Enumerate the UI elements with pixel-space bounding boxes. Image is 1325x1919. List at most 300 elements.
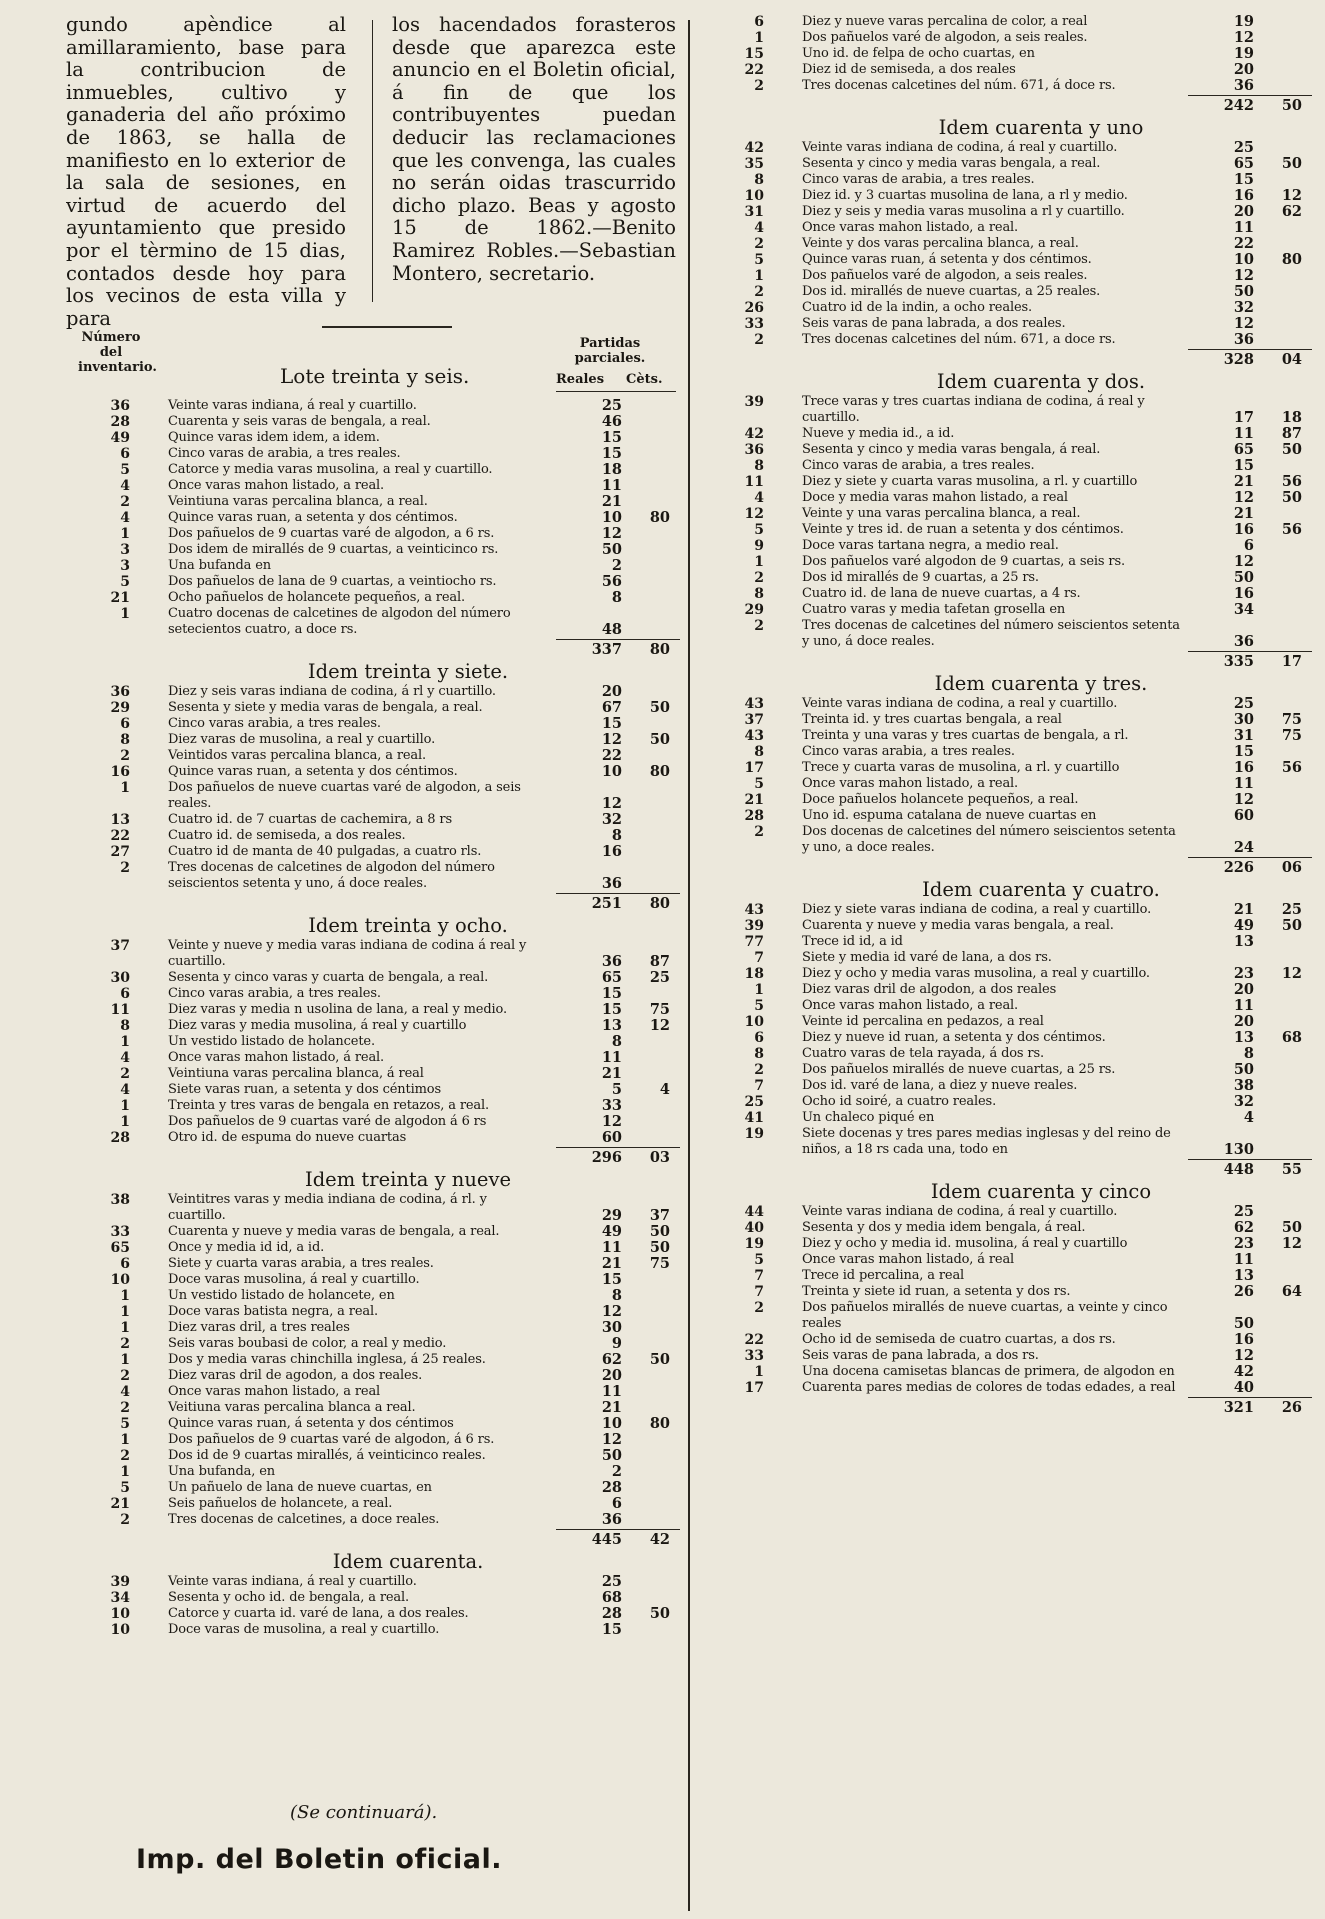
inventory-number: 8: [754, 1046, 764, 1062]
inventory-row: [66, 1272, 680, 1288]
item-description: Dos id. mirallés de nueve cuartas, a 25 reales.: [802, 284, 1101, 299]
inventory-row: [700, 1046, 1312, 1062]
lot-total: [700, 650, 1312, 670]
total-reales: 337: [591, 641, 622, 658]
inventory-number: 8: [120, 1018, 130, 1034]
lot-section: [700, 116, 1312, 368]
item-description: Dos id de 9 cuartas mirallés, á veinticinco reales.: [168, 1448, 486, 1463]
amount-reales: 38: [1233, 1077, 1254, 1094]
amount-reales: 8: [611, 1033, 622, 1050]
amount-reales: 60: [601, 1129, 622, 1146]
inventory-row: [66, 1432, 680, 1448]
inventory-row: [700, 618, 1312, 650]
amount-cents: 68: [1281, 1029, 1302, 1046]
total-rule: [1188, 857, 1312, 858]
amount-reales: 13: [1233, 1029, 1254, 1046]
amount-reales: 13: [601, 1017, 622, 1034]
amount-cents: 80: [649, 509, 670, 526]
inventory-row: [66, 1192, 680, 1224]
item-description: Doce varas tartana negra, a medio real.: [802, 538, 1059, 553]
inventory-number: 1: [120, 606, 130, 622]
amount-cents: 87: [1281, 425, 1302, 442]
inventory-number: 2: [754, 618, 764, 634]
inventory-number: 2: [754, 570, 764, 586]
item-description: Diez varas y media musolina, á real y cuartillo: [168, 1018, 467, 1033]
amount-cents: 75: [1281, 711, 1302, 728]
inventory-row: [700, 220, 1312, 236]
inventory-number: 44: [744, 1204, 764, 1220]
amount-reales: 20: [1233, 203, 1254, 220]
inventory-number: 1: [754, 554, 764, 570]
item-description: Once varas mahon listado, á real.: [168, 1050, 385, 1065]
inventory-row: [700, 586, 1312, 602]
inventory-row: [66, 590, 680, 606]
inventory-row: [66, 1240, 680, 1256]
inventory-row: [66, 684, 680, 700]
inventory-row: [700, 1094, 1312, 1110]
item-description: Seis varas boubasi de color, a real y medio.: [168, 1336, 447, 1351]
inventory-row: [66, 398, 680, 414]
total-reales: 242: [1223, 97, 1254, 114]
lot-total: [66, 638, 680, 658]
amount-reales: 29: [601, 1207, 622, 1224]
amount-reales: 31: [1233, 727, 1254, 744]
inventory-number: 2: [754, 824, 764, 840]
header-rule: [322, 326, 452, 328]
inventory-number: 4: [120, 510, 130, 526]
inventory-number: 8: [754, 172, 764, 188]
inventory-row: [700, 62, 1312, 78]
inventory-row: [66, 1034, 680, 1050]
amount-cents: 75: [649, 1255, 670, 1272]
amount-reales: 16: [1233, 759, 1254, 776]
amount-reales: 21: [601, 1065, 622, 1082]
inventory-row: [700, 776, 1312, 792]
lot-title: Idem cuarenta y uno: [938, 116, 1144, 139]
inventory-number: 2: [754, 1062, 764, 1078]
lot-section: [700, 672, 1312, 876]
inventory-row: [700, 188, 1312, 204]
item-description: Quince varas idem idem, a idem.: [168, 430, 380, 445]
lot-section: [66, 398, 680, 658]
amount-reales: 65: [601, 969, 622, 986]
inventory-row: [66, 1368, 680, 1384]
inventory-number: 5: [754, 252, 764, 268]
total-reales: 335: [1223, 653, 1254, 670]
amount-reales: 11: [601, 477, 622, 494]
inventory-row: [66, 1114, 680, 1130]
total-cents: 80: [649, 641, 670, 658]
inventory-number: 38: [110, 1192, 130, 1208]
table-header: [66, 306, 680, 398]
item-description: Cinco varas arabia, a tres reales.: [168, 986, 381, 1001]
amount-reales: 30: [1233, 711, 1254, 728]
inventory-row: [700, 252, 1312, 268]
inventory-row: [700, 998, 1312, 1014]
total-cents: 80: [649, 895, 670, 912]
item-description: Diez y siete y cuarta varas musolina, a rl. y cuartillo: [802, 474, 1138, 489]
amount-reales: 11: [601, 1239, 622, 1256]
item-description: Cinco varas arabia, a tres reales.: [802, 744, 1015, 759]
item-description: Dos pañuelos varé de algodon, a seis reales.: [802, 268, 1088, 283]
item-description: Trece y cuarta varas de musolina, a rl. y cuartillo: [802, 760, 1120, 775]
inventory-row: [700, 1284, 1312, 1300]
lot-total: [700, 856, 1312, 876]
inventory-number: 1: [754, 268, 764, 284]
lot-total: [700, 94, 1312, 114]
item-description: Cuatro varas de tela rayada, á dos rs.: [802, 1046, 1044, 1061]
amount-reales: 12: [1233, 315, 1254, 332]
item-description: Veintitres varas y media indiana de codina, á rl. y cuartillo.: [168, 1192, 487, 1223]
inventory-number: 4: [120, 1082, 130, 1098]
amount-reales: 12: [1233, 553, 1254, 570]
inventory-row: [66, 1256, 680, 1272]
inventory-number: 8: [120, 732, 130, 748]
amount-reales: 15: [1233, 743, 1254, 760]
amount-reales: 65: [1233, 441, 1254, 458]
inventory-row: [66, 1018, 680, 1034]
inventory-row: [700, 78, 1312, 94]
amount-reales: 2: [611, 1463, 622, 1480]
amount-reales: 6: [611, 1495, 622, 1512]
item-description: Cuatro docenas de calcetines de algodon del número setecientos cuatro, a doce rs.: [168, 606, 511, 637]
inventory-row: [66, 1352, 680, 1368]
inventory-row: [700, 1300, 1312, 1332]
amount-reales: 20: [1233, 1013, 1254, 1030]
item-description: Cinco varas de arabia, a tres reales.: [802, 172, 1035, 187]
item-description: Doce varas musolina, á real y cuartillo.: [168, 1272, 420, 1287]
inventory-number: 39: [744, 394, 764, 410]
amount-reales: 12: [1233, 29, 1254, 46]
inventory-number: 2: [754, 1300, 764, 1316]
inventory-row: [700, 1268, 1312, 1284]
inventory-number: 17: [744, 760, 764, 776]
inventory-number: 3: [120, 542, 130, 558]
amount-reales: 12: [1233, 1347, 1254, 1364]
item-description: Sesenta y dos y media idem bengala, á real.: [802, 1220, 1086, 1235]
amount-reales: 16: [1233, 521, 1254, 538]
inventory-number: 6: [120, 986, 130, 1002]
inventory-row: [66, 1320, 680, 1336]
inventory-number: 31: [744, 204, 764, 220]
item-description: Catorce y cuarta id. varé de lana, a dos reales.: [168, 1606, 469, 1621]
lot-section: [66, 914, 680, 1166]
inventory-row: [66, 1400, 680, 1416]
inventory-number: 2: [120, 860, 130, 876]
inventory-row: [700, 1078, 1312, 1094]
total-rule: [1188, 349, 1312, 350]
inventory-row: [66, 414, 680, 430]
amount-reales: 36: [601, 875, 622, 892]
inventory-row: [66, 1288, 680, 1304]
item-description: Dos pañuelos mirallés de nueve cuartas, a veinte y cinco reales: [802, 1300, 1168, 1331]
inventory-number: 10: [744, 1014, 764, 1030]
amount-reales: 62: [601, 1351, 622, 1368]
amount-reales: 19: [1233, 14, 1254, 30]
amount-reales: 15: [601, 715, 622, 732]
to-be-continued: (Se continuará).: [290, 1802, 438, 1823]
inventory-number: 9: [754, 538, 764, 554]
amount-reales: 32: [1233, 1093, 1254, 1110]
item-description: Doce varas de musolina, a real y cuartillo.: [168, 1622, 440, 1637]
inventory-row: [66, 938, 680, 970]
inventory-number: 5: [120, 574, 130, 590]
amount-reales: 11: [1233, 219, 1254, 236]
amount-reales: 6: [1243, 537, 1254, 554]
amount-reales: 12: [1233, 791, 1254, 808]
amount-reales: 28: [601, 1479, 622, 1496]
inventory-number: 2: [120, 1448, 130, 1464]
inventory-number: 22: [110, 828, 130, 844]
item-description: Quince varas ruan, á setenta y dos céntimos: [168, 1416, 454, 1431]
amount-reales: 9: [611, 1335, 622, 1352]
inventory-row: [700, 728, 1312, 744]
inventory-row: [66, 1416, 680, 1432]
item-description: Veinte varas indiana, á real y cuartillo.: [168, 1574, 417, 1589]
item-description: Doce varas batista negra, a real.: [168, 1304, 378, 1319]
inventory-row: [700, 316, 1312, 332]
announcement-text-2: [392, 14, 676, 285]
amount-reales: 19: [1233, 45, 1254, 62]
inventory-number: 2: [120, 1400, 130, 1416]
inventory-row: [700, 506, 1312, 522]
inventory-number: 21: [744, 792, 764, 808]
inventory-number: 6: [120, 1256, 130, 1272]
amount-reales: 8: [611, 589, 622, 606]
inventory-row: [700, 538, 1312, 554]
item-description: Catorce y media varas musolina, a real y cuartillo.: [168, 462, 493, 477]
amount-cents: 50: [1281, 917, 1302, 934]
inventory-row: [66, 1448, 680, 1464]
amount-reales: 18: [601, 461, 622, 478]
item-description: Veintiuna varas percalina blanca, a real.: [168, 494, 428, 509]
amount-reales: 16: [1233, 585, 1254, 602]
inventory-row: [700, 14, 1312, 30]
item-description: Cuatro id de manta de 40 pulgadas, a cuatro rls.: [168, 844, 482, 859]
inventory-number: 5: [754, 1252, 764, 1268]
amount-reales: 15: [1233, 457, 1254, 474]
amount-reales: 12: [601, 795, 622, 812]
amount-cents: 56: [1281, 473, 1302, 490]
amount-reales: 17: [1233, 409, 1254, 426]
inventory-row: [66, 1224, 680, 1240]
amount-reales: 15: [601, 985, 622, 1002]
amount-reales: 50: [1233, 1061, 1254, 1078]
total-reales: 445: [591, 1531, 622, 1548]
item-description: Siete y cuarta varas arabia, a tres reales.: [168, 1256, 434, 1271]
inventory-row: [66, 716, 680, 732]
item-description: Ocho id soiré, a cuatro reales.: [802, 1094, 997, 1109]
inventory-row: [700, 1110, 1312, 1126]
footer-divider: [688, 1808, 690, 1858]
item-description: Cuatro varas y media tafetan grosella en: [802, 602, 1066, 617]
amount-reales: 36: [601, 953, 622, 970]
item-description: Dos pañuelos mirallés de nueve cuartas, a 25 rs.: [802, 1062, 1116, 1077]
amount-reales: 25: [1233, 139, 1254, 156]
inventory-number: 42: [744, 426, 764, 442]
amount-cents: 37: [649, 1207, 670, 1224]
item-description: Cinco varas de arabia, a tres reales.: [168, 446, 401, 461]
amount-reales: 15: [601, 445, 622, 462]
inventory-row: [66, 526, 680, 542]
inventory-row: [700, 1380, 1312, 1396]
total-cents: 55: [1281, 1161, 1302, 1178]
inventory-row: [700, 570, 1312, 586]
amount-cents: 50: [649, 699, 670, 716]
item-description: Dos y media varas chinchilla inglesa, á 25 reales.: [168, 1352, 486, 1367]
inventory-row: [700, 522, 1312, 538]
item-description: Sesenta y cinco varas y cuarta de bengala, a real.: [168, 970, 489, 985]
amount-cents: 25: [649, 969, 670, 986]
inventory-row: [700, 1062, 1312, 1078]
amount-reales: 2: [611, 557, 622, 574]
amount-reales: 15: [601, 1001, 622, 1018]
amount-reales: 28: [601, 1605, 622, 1622]
inventory-number: 2: [120, 1368, 130, 1384]
amount-reales: 21: [1233, 473, 1254, 490]
inventory-row: [66, 574, 680, 590]
item-description: Once y media id id, a id.: [168, 1240, 325, 1255]
item-description: Seis pañuelos de holancete, a real.: [168, 1496, 393, 1511]
amount-cents: 75: [649, 1001, 670, 1018]
inventory-number: 15: [744, 46, 764, 62]
inventory-number: 2: [120, 1512, 130, 1528]
amount-reales: 15: [1233, 171, 1254, 188]
inventory-row: [700, 902, 1312, 918]
right-column: [700, 14, 1312, 1804]
amount-reales: 15: [601, 429, 622, 446]
inventory-number: 40: [744, 1220, 764, 1236]
inventory-row: [700, 1364, 1312, 1380]
item-description: Siete docenas y tres pares medias inglesas y del reino de niños, a 18 rs cada una, todo en: [802, 1126, 1171, 1157]
item-description: Quince varas ruan, a setenta y dos céntimos.: [168, 764, 458, 779]
inventory-number: 21: [110, 590, 130, 606]
inventory-row: [700, 792, 1312, 808]
amount-reales: 20: [601, 1367, 622, 1384]
lot-section: [66, 1550, 680, 1638]
item-description: Uno id. de felpa de ocho cuartas, en: [802, 46, 1035, 61]
inventory-left: [66, 306, 680, 1638]
inventory-row: [700, 140, 1312, 156]
total-rule: [1188, 95, 1312, 96]
amount-reales: 67: [601, 699, 622, 716]
inventory-row: [700, 490, 1312, 506]
inventory-row: [66, 860, 680, 892]
inventory-row: [66, 1082, 680, 1098]
inventory-row: [700, 46, 1312, 62]
total-cents: 42: [649, 1531, 670, 1548]
lot-total: [700, 348, 1312, 368]
amount-reales: 46: [601, 413, 622, 430]
inventory-number: 8: [754, 458, 764, 474]
item-description: Cuatro id. de lana de nueve cuartas, a 4 rs.: [802, 586, 1081, 601]
amount-reales: 11: [1233, 1251, 1254, 1268]
item-description: Tres docenas de calcetines, a doce reales.: [168, 1512, 440, 1527]
inventory-number: 17: [744, 1380, 764, 1396]
total-reales: 321: [1223, 1399, 1254, 1416]
amount-cents: 12: [649, 1017, 670, 1034]
amount-reales: 33: [601, 1097, 622, 1114]
amount-reales: 36: [1233, 633, 1254, 650]
amount-reales: 12: [601, 1303, 622, 1320]
amount-reales: 26: [1233, 1283, 1254, 1300]
item-description: Veintiuna varas percalina blanca, á real: [168, 1066, 424, 1081]
item-description: Treinta y siete id ruan, a setenta y dos rs.: [802, 1284, 1071, 1299]
item-description: Cuarenta y seis varas de bengala, a real.: [168, 414, 431, 429]
lot-total: [66, 1146, 680, 1166]
total-rule: [556, 1529, 680, 1530]
inventory-row: [700, 1252, 1312, 1268]
item-description: Veinte y nueve y media varas indiana de codina á real y cuartillo.: [168, 938, 527, 969]
amount-reales: 130: [1223, 1141, 1254, 1158]
inventory-number: 28: [110, 414, 130, 430]
amount-cents: 25: [1281, 901, 1302, 918]
inventory-row: [66, 1590, 680, 1606]
inventory-row: [700, 1348, 1312, 1364]
item-description: Once varas mahon listado, a real.: [802, 220, 1019, 235]
header-inventory-number: Número del inventario.: [78, 330, 157, 375]
lot-title: Idem treinta y ocho.: [308, 914, 508, 937]
amount-reales: 49: [601, 1223, 622, 1240]
lot-total: [700, 1396, 1312, 1416]
item-description: Siete varas ruan, a setenta y dos céntimos: [168, 1082, 441, 1097]
item-description: Dos pañuelos de nueve cuartas varé de algodon, a seis reales.: [168, 780, 521, 811]
amount-reales: 32: [601, 811, 622, 828]
inventory-row: [700, 1030, 1312, 1046]
inventory-row: [700, 1236, 1312, 1252]
item-description: Diez varas dril de algodon, a dos reales: [802, 982, 1057, 997]
inventory-number: 1: [120, 1304, 130, 1320]
inventory-number: 2: [120, 1066, 130, 1082]
inventory-row: [66, 780, 680, 812]
inventory-number: 10: [744, 188, 764, 204]
right-sections: [700, 14, 1312, 1416]
item-description: Trece varas y tres cuartas indiana de codina, á real y cuartillo.: [802, 394, 1145, 425]
inventory-row: [700, 394, 1312, 426]
inventory-row: [66, 764, 680, 780]
item-description: Nueve y media id., a id.: [802, 426, 955, 441]
total-reales: 296: [591, 1149, 622, 1166]
item-description: Veinte varas indiana de codina, á real y cuartillo.: [802, 140, 1118, 155]
inventory-number: 1: [754, 1364, 764, 1380]
inventory-number: 1: [120, 1288, 130, 1304]
amount-reales: 21: [1233, 901, 1254, 918]
inventory-row: [700, 458, 1312, 474]
amount-reales: 23: [1233, 965, 1254, 982]
inventory-row: [66, 1336, 680, 1352]
amount-reales: 11: [601, 1049, 622, 1066]
inventory-number: 11: [744, 474, 764, 490]
amount-cents: 12: [1281, 1235, 1302, 1252]
inventory-row: [700, 1220, 1312, 1236]
item-description: Diez y ocho y media id. musolina, á real y cuartillo: [802, 1236, 1128, 1251]
item-description: Cuatro id de la indin, a ocho reales.: [802, 300, 1032, 315]
amount-reales: 25: [601, 1573, 622, 1590]
amount-cents: 50: [1281, 1219, 1302, 1236]
left-sections: [66, 398, 680, 1638]
amount-cents: 50: [649, 1351, 670, 1368]
lot-section: [66, 660, 680, 912]
item-description: Trece id id, a id: [802, 934, 903, 949]
item-description: Veintidos varas percalina blanca, a real.: [168, 748, 427, 763]
lot-title: Idem cuarenta y cinco: [930, 1180, 1152, 1203]
amount-cents: 80: [649, 1415, 670, 1432]
amount-reales: 8: [611, 1287, 622, 1304]
announcement-text-1: [66, 14, 346, 330]
amount-reales: 11: [1233, 997, 1254, 1014]
inventory-number: 10: [110, 1606, 130, 1622]
amount-cents: 62: [1281, 203, 1302, 220]
